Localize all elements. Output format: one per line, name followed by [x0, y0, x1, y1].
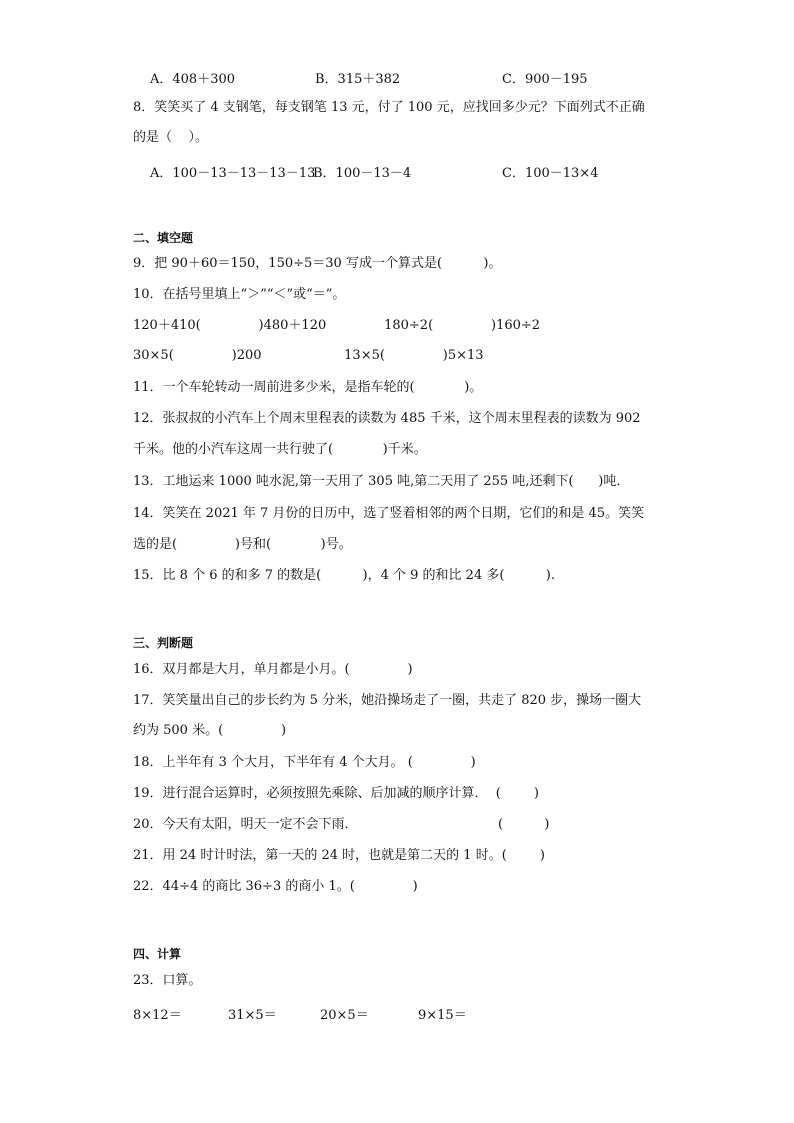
- q8-option-b: B．100－13－4: [313, 166, 412, 181]
- question-9: 9．把 90＋60＝150，150÷5＝30 写成一个算式是( )。: [133, 256, 502, 271]
- q8-option-c: C．100－13×4: [502, 166, 599, 181]
- question-14-line-2: 选的是( )号和( )号。: [133, 537, 352, 552]
- question-8-line-2: 的是（ ）。: [133, 130, 209, 145]
- question-12-line-1: 12．张叔叔的小汽车上个周末里程表的读数为 485 千米，这个周末里程表的读数为 902: [133, 411, 641, 426]
- calc-item-3: 20×5＝: [320, 1008, 369, 1023]
- question-20: 20．今天有太阳，明天一定不会下雨． ( ): [133, 817, 550, 832]
- q8-option-a: A．100－13－13－13－13: [150, 166, 316, 181]
- question-17-line-2: 约为 500 米。( ): [133, 723, 287, 738]
- section-heading-fill-blank: 二、填空题: [133, 231, 194, 245]
- question-13: 13．工地运来 1000 吨水泥,第一天用了 305 吨,第二天用了 255 吨,还剩下( )吨．: [133, 474, 630, 489]
- question-8-line-1: 8．笑笑买了 4 支钢笔，每支钢笔 13 元，付了 100 元，应找回多少元？下面列式不正确: [133, 100, 645, 115]
- section-heading-true-false: 三、判断题: [133, 636, 194, 650]
- section-heading-calculation: 四、计算: [133, 947, 182, 961]
- question-18: 18．上半年有 3 个大月，下半年有 4 个大月。 ( ): [133, 755, 476, 770]
- question-10-row-1: 120＋410( )480＋120 180÷2( )160÷2: [133, 318, 541, 333]
- q7-option-b: B．315＋382: [315, 72, 401, 87]
- question-17-line-1: 17．笑笑量出自己的步长约为 5 分米，她沿操场走了一圈，共走了 820 步，操场一圈大: [133, 693, 642, 708]
- question-19: 19．进行混合运算时，必须按照先乘除、后加减的顺序计算． ( ): [133, 786, 540, 801]
- question-16: 16．双月都是大月，单月都是小月。( ): [133, 662, 413, 677]
- question-10: 10．在括号里填上“＞”“＜”或“＝”。: [133, 287, 346, 302]
- question-12-line-2: 千米。他的小汽车这周一共行驶了( )千米。: [133, 442, 427, 457]
- question-14-line-1: 14．笑笑在 2021 年 7 月份的日历中，选了竖着相邻的两个日期，它们的和是 45。笑笑: [133, 506, 645, 521]
- calc-item-2: 31×5＝: [228, 1008, 277, 1023]
- question-23: 23．口算。: [133, 973, 202, 988]
- calc-item-1: 8×12＝: [133, 1008, 182, 1023]
- q7-option-c: C．900－195: [502, 72, 588, 87]
- calc-item-4: 9×15＝: [418, 1008, 467, 1023]
- question-11: 11．一个车轮转动一周前进多少米，是指车轮的( )。: [133, 380, 483, 395]
- question-15: 15．比 8 个 6 的和多 7 的数是( )，4 个 9 的和比 24 多( ).: [133, 568, 555, 583]
- question-22: 22．44÷4 的商比 36÷3 的商小 1。( ): [133, 879, 418, 894]
- question-21: 21．用 24 时计时法，第一天的 24 时，也就是第二天的 1 时。( ): [133, 848, 545, 863]
- question-10-row-2: 30×5( )200 13×5( )5×13: [133, 348, 484, 363]
- q7-option-a: A．408＋300: [150, 72, 236, 87]
